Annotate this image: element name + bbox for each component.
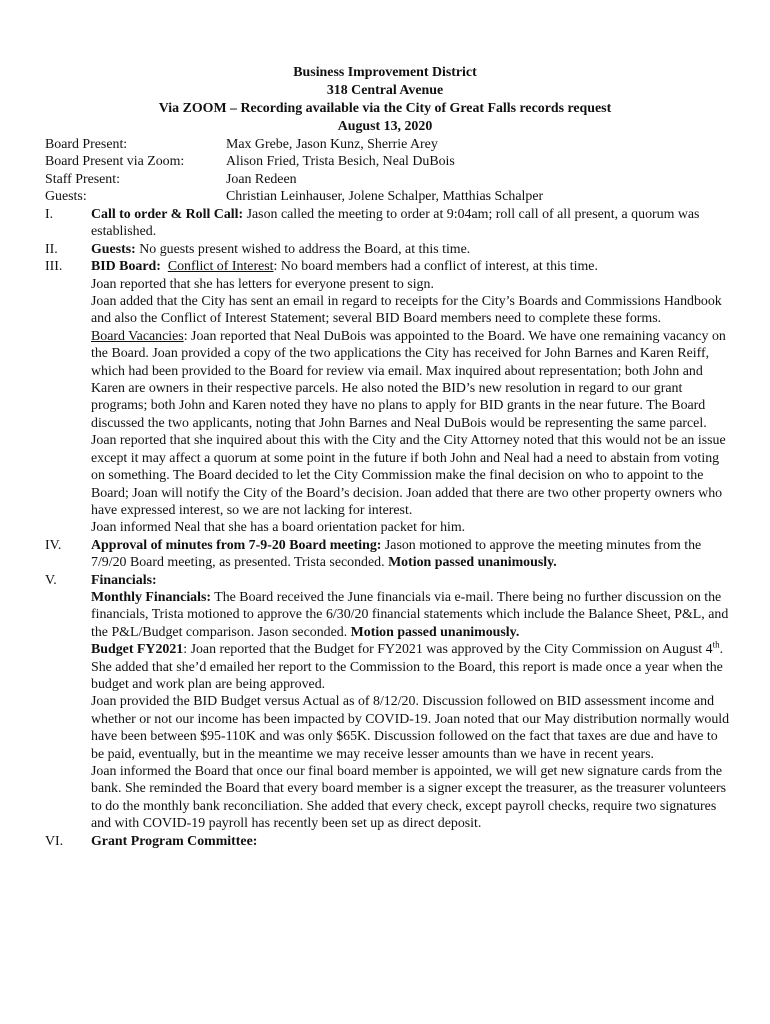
agenda-paragraph (91, 641, 731, 693)
organization-address: 318 Central Avenue (326, 83, 444, 98)
agenda-paragraph: Joan informed the Board that once our final board member is appointed, we will get new signature cards from the bank. She reminded the Board that every board member is a signer except the treasurer, as the treasurer volunteers to do the monthly bank reconciliation. She added that every check, except payroll checks, require two signatures and with COVID-19 payroll has recently been set up as direct deposit. (91, 764, 727, 832)
agenda-paragraph (91, 206, 731, 241)
agenda-items (45, 206, 735, 850)
subsection-budget-fy2021: Budget FY2021 (91, 642, 184, 658)
agenda-item-call-to-order (45, 206, 735, 241)
motion-result: Motion passed unanimously. (388, 555, 557, 571)
agenda-text: The Board received the June financials via e-mail. There being no further discussion on the financials, Trista motioned to approve the 6/30/20 financial statements which include the Balance Sheet, P&L, and the P&L/Budget comparison. Jason seconded. (91, 589, 729, 640)
attendance-label: Guests: (45, 189, 87, 205)
agenda-paragraph: Joan informed Neal that she has a board orientation packet for him. (91, 520, 466, 536)
attendance-row (45, 153, 745, 170)
agenda-paragraph: Joan provided the BID Budget versus Actual as of 8/12/20. Discussion followed on BID assessment income and whether or not our income has been impacted by COVID-19. Joan noted that our May distribution normally would have been between $95-110K and was only $65K. Discussion followed on the fact that taxes are due and have to be paid, eventually, but in the meantime we may receive lesser amounts than we have in recent years. (91, 694, 730, 762)
meeting-location: Via ZOOM – Recording available via the City of Great Falls records request (158, 101, 612, 116)
attendance-value: Max Grebe, Jason Kunz, Sherrie Arey (226, 137, 438, 152)
agenda-paragraph (91, 241, 731, 258)
agenda-heading: BID Board: (91, 259, 161, 275)
agenda-text: . She added that she’d emailed her report to the Commission to the Board, this report is made once a year when the budget and work plan are being approved. (91, 642, 724, 692)
agenda-number: IV. (45, 537, 62, 553)
subsection-conflict-of-interest: Conflict of Interest (167, 259, 274, 275)
agenda-number: I. (45, 207, 54, 222)
agenda-paragraph (91, 572, 731, 589)
agenda-number: V. (45, 572, 57, 588)
agenda-heading: Guests: (91, 241, 136, 257)
agenda-number: VI. (45, 833, 64, 849)
agenda-number: III. (45, 259, 63, 275)
agenda-text: No guests present wished to address the Board, at this time. (135, 241, 471, 257)
agenda-text: Jason called the meeting to order at 9:04am; roll call of all present, a quorum was established. (91, 207, 700, 240)
agenda-text: : Joan reported that the Budget for FY2021 was approved by the City Commission on August 4 (183, 642, 713, 658)
attendance-list (45, 136, 745, 206)
agenda-item-grant-program (45, 833, 735, 850)
attendance-label: Board Present: (45, 137, 128, 152)
subsection-monthly-financials: Monthly Financials: (91, 589, 212, 605)
agenda-paragraph (91, 258, 731, 275)
subsection-board-vacancies: Board Vacancies (91, 328, 184, 344)
agenda-text: Jason motioned to approve the meeting minutes from the 7/9/20 Board meeting, as presented. Trista seconded. (91, 537, 702, 571)
agenda-paragraph (91, 537, 731, 572)
attendance-label: Board Present via Zoom: (45, 154, 185, 170)
agenda-item-approval-of-minutes (45, 537, 735, 572)
attendance-value: Joan Redeen (226, 171, 297, 187)
agenda-heading: Approval of minutes from 7-9-20 Board meeting: (91, 537, 382, 553)
agenda-text: : No board members had a conflict of interest, at this time. (273, 259, 598, 275)
agenda-heading: Financials: (91, 572, 157, 588)
agenda-paragraph (91, 328, 731, 519)
agenda-item-guests (45, 241, 735, 258)
organization-name: Business Improvement District (293, 65, 477, 80)
superscript: th (712, 639, 720, 650)
agenda-heading: Grant Program Committee: (91, 833, 258, 849)
attendance-label: Staff Present: (45, 171, 120, 187)
agenda-text: : Joan reported that Neal DuBois was appointed to the Board. We have one remaining vacancy on the Board. Joan provided a copy of the two applications the City has received for John Barnes and Karen Reiff, which had been provided to the Board for review via email. Max inquired about representation; both John and Karen are owners in their respective parcels. He also noted the BID’s new resolution in regard to our grant programs; both John and Karen noted they have no plans to apply for BID grants in the near future. The Board discussed the two applicants, noting that John Barnes and Neal DuBois would be representing the same parcel. Joan reported that she inquired about this with the City and the City Attorney noted that this would not be an issue except it may affect a quorum at some point in the future if both John and Neal had a need to abstain from voting on something. The Board decided to let the City Commission make the final decision on who to appoint to the Board; Joan will notify the City of the Board’s decision. Joan added that there are two other property owners who have expressed interest, so we are not lacking for interest. (91, 328, 726, 518)
attendance-row (45, 136, 745, 153)
meeting-header (0, 64, 770, 136)
meeting-date: August 13, 2020 (337, 119, 433, 134)
attendance-value: Christian Leinhauser, Jolene Schalper, Matthias Schalper (226, 189, 544, 205)
attendance-row (45, 171, 745, 188)
agenda-number: II. (45, 241, 58, 257)
agenda-paragraph: Joan added that the City has sent an email in regard to receipts for the City’s Boards and Commissions Handbook and also the Conflict of Interest Statement; several BID Board members need to complete these forms. (91, 294, 722, 327)
agenda-item-financials (45, 572, 735, 833)
attendance-row (45, 188, 745, 205)
agenda-item-bid-board (45, 258, 735, 537)
agenda-paragraph (91, 589, 731, 641)
attendance-value: Alison Fried, Trista Besich, Neal DuBois (226, 154, 455, 170)
agenda-paragraph: Joan reported that she has letters for everyone present to sign. (91, 276, 434, 292)
agenda-heading: Call to order & Roll Call: (91, 207, 244, 222)
agenda-paragraph (91, 833, 731, 850)
motion-result: Motion passed unanimously. (350, 624, 520, 640)
